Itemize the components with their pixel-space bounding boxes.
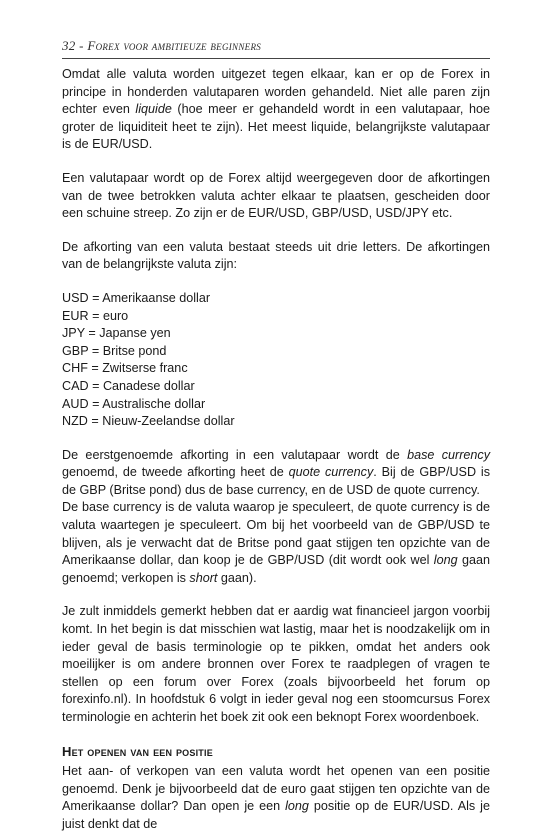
book-title: Forex voor ambitieuze beginners <box>87 38 262 53</box>
text-run: De base currency is de valuta waarop je speculeert, de quote currency is de valuta waartegen je speculeert. Om bij het voorbeeld van de GBP/USD te blijven, als je verwacht dat de Britse pond gaat stijgen ten opzichte van de Amerikaanse dollar, dan koop je de GBP/USD (dit wordt ook wel <box>62 500 490 568</box>
list-item: CHF = Zwitserse franc <box>62 361 188 376</box>
paragraph-speculation <box>62 499 490 587</box>
text-run: (hoe meer er gehandeld wordt in een valutapaar, hoe groter de liquiditeit heet te zijn). Het meest liquide, belangrijkste valutapaar is de EUR/USD. <box>62 102 490 152</box>
paragraph-jargon: Je zult inmiddels gemerkt hebben dat er aardig wat financieel jargon voorbij komt. In het begin is dat misschien wat lastig, maar het is noodzakelijk om in ieder geval de basis terminologie op te pikken, omdat het anders ook moeilijker is om andere bronnen over Forex te raadplegen of vragen te stellen op een forum over Forex (zoals bijvoorbeeld het forum op forexinfo.nl). In hoofdstuk 6 volgt in ieder geval nog een stoomcursus Forex terminologie en achterin het boek zit ook een beknopt Forex woordenboek. <box>62 604 490 724</box>
list-item: AUD = Australische dollar <box>62 396 206 411</box>
running-header <box>62 38 492 54</box>
page-body <box>62 66 490 834</box>
text-run: genoemd, de tweede afkorting heet de <box>62 465 289 480</box>
header-separator: - <box>75 38 88 53</box>
list-item: USD = Amerikaanse dollar <box>62 290 211 305</box>
list-item: EUR = euro <box>62 308 129 323</box>
emphasis: short <box>189 570 218 585</box>
page-number: 32 <box>62 38 76 53</box>
header-rule <box>62 58 490 59</box>
list-item: GBP = Britse pond <box>62 343 167 358</box>
text-run: Het aan- of verkopen van een valuta wordt het openen van een positie genoemd. Denk je bijvoorbeeld dat de euro gaat stijgen ten opzichte van de Amerikaanse dollar? Dan open je een <box>62 764 490 814</box>
emphasis: liquide <box>135 102 172 117</box>
emphasis: quote currency <box>288 465 374 480</box>
emphasis: long <box>433 553 458 568</box>
paragraph-notation: Een valutapaar wordt op de Forex altijd weergegeven door de afkortingen van de twee betrokken valuta achter elkaar te plaatsen, gescheiden door een schuine streep. Zo zijn er de EUR/USD, GBP/USD, USD/JPY etc. <box>62 170 490 221</box>
text-run: positie op de EUR/USD. Als je juist denkt dat de <box>62 799 490 831</box>
paragraph-open-position <box>62 763 490 833</box>
list-item: NZD = Nieuw-Zeelandse dollar <box>62 414 235 429</box>
paragraph-abbreviations: De afkorting van een valuta bestaat steeds uit drie letters. De afkortingen van de belangrijkste valuta zijn: <box>62 239 490 272</box>
paragraph-base-quote <box>62 447 490 500</box>
paragraph-liquidity <box>62 66 490 154</box>
currency-list <box>62 290 490 431</box>
list-item: CAD = Canadese dollar <box>62 378 195 393</box>
list-item: JPY = Japanse yen <box>62 326 171 341</box>
section-heading: Het openen van een positie <box>62 743 213 759</box>
text-run: gaan genoemd; verkopen is <box>62 553 491 585</box>
text-run: gaan). <box>217 570 257 585</box>
text-run: . Bij de GBP/USD is de GBP (Britse pond) dus de base currency, en de USD de quote currency. <box>62 465 490 497</box>
text-run: Omdat alle valuta worden uitgezet tegen elkaar, kan er op de Forex in principe in honderden valutaparen worden gehandeld. Niet alle paren zijn echter even <box>62 67 490 117</box>
emphasis: long <box>285 799 309 814</box>
text-run: De eerstgenoemde afkorting in een valutapaar wordt de <box>62 447 408 462</box>
emphasis: base currency <box>407 447 490 462</box>
